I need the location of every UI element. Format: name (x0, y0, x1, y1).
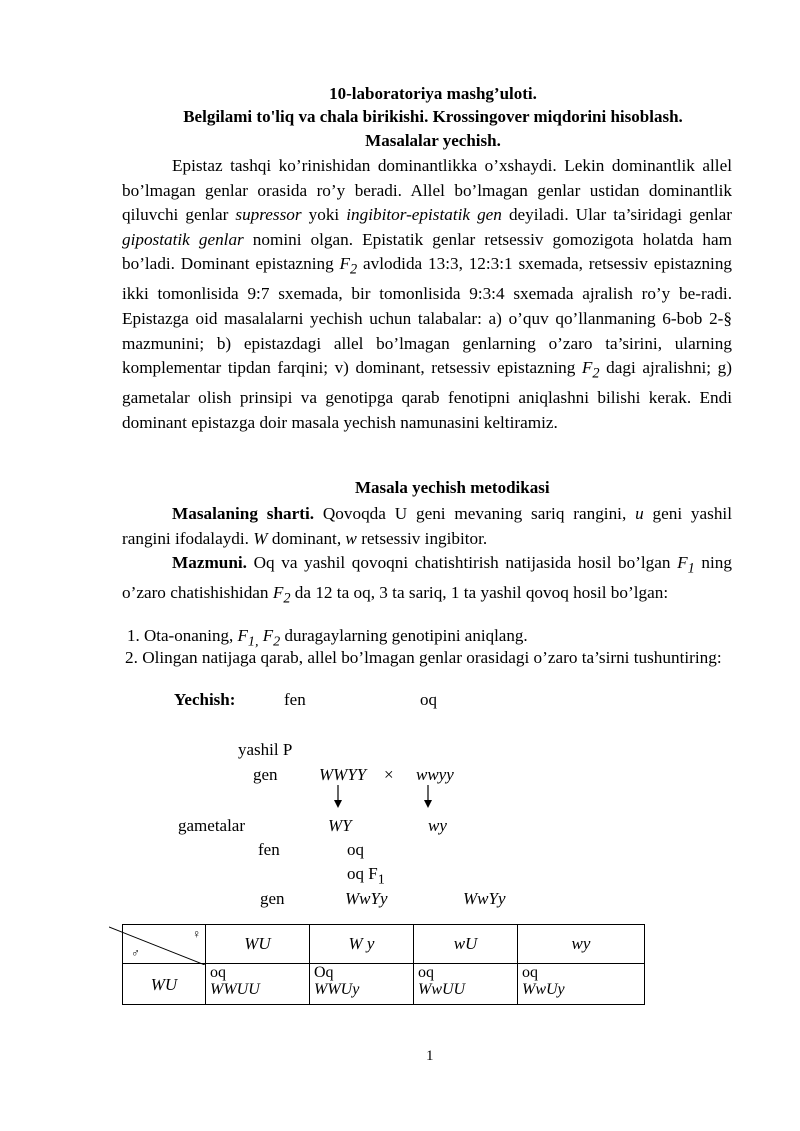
yashil-p-label: yashil P (238, 740, 293, 759)
lab-subtitle-2: Masalalar yechish. (365, 131, 501, 150)
question-2: 2. Olingan natijaga qarab, allel bo’lmagan genlar orasidagi o’zaro ta’sirni tushuntiring: (125, 648, 722, 667)
gamete-2: wy (428, 816, 447, 835)
question-1: 1. Ota-onaning, $F_{1,}$ $F_2$ duragaylarning genotipini aniqlang. (127, 626, 528, 650)
gamete-1: WY (328, 816, 352, 835)
table-cell: oq WwUU (414, 964, 518, 1005)
parent-genotype-1: WWYY (319, 765, 367, 784)
female-symbol: ♀ (192, 927, 201, 941)
fen-label-2: fen (258, 840, 280, 859)
parent-genotype-2: wwyy (416, 765, 454, 784)
fen-label: fen (284, 690, 306, 709)
f1-genotype-1: WwYy (345, 889, 388, 908)
method-heading: Masala yechish metodikasi (355, 478, 550, 497)
table-row-header: WU (123, 964, 206, 1005)
solution-label: Yechish: (174, 690, 236, 709)
intro-paragraph: Epistaz tashqi ko’rinishidan dominantlikka o’xshaydi. Lekin dominantlik allel bo’lmagan genlar orasida ro’y beradi. Allel bo’lmagan genlar ustidan dominantlik qiluvchi genlar supressor yoki ingibitor-epistatik gen deyiladi. Ular ta’siridagi genlar gipostatik genlar nomini olgan. Epistatik genlar retsessiv gomozigota holatda ham bo’ladi. Dominant epistazning $F_2$ avlodida 13:3, 12:3:1 sxemada, retsessiv epistazning ikki tomonlisida 9:7 sxemada, bir tomonlisida 9:3:4 sxemada ajralish ro’y be-radi. Epistazga oid masalalarni yechish uchun talabalar: a) o’quv qo’llanmaning 6-bob 2-§ mazmunini; b) epistazdagi allel bo’lmagan genlarning o’zaro ta’sirini, ularning komplementar tipdan farqini; v) dominant, retsessiv epistazning $F_2$ dagi ajralishni; g) gametalar olish prinsipi va genotipga qarab fenotipni aniqlashni bilishi kerak. Endi dominant epistazga doir masala yechish namunasini keltiramiz. (122, 156, 733, 432)
punnett-table (122, 924, 645, 1005)
table-cell: oq WwUy (518, 964, 645, 1005)
oq-label: oq (420, 690, 437, 709)
table-column-header: W y (310, 925, 414, 964)
table-cell: oq WWUU (206, 964, 310, 1005)
male-symbol: ♂ (131, 946, 140, 960)
f1-genotype-2: WwYy (463, 889, 506, 908)
condition-paragraph: Masalaning sharti. Qovoqda U geni mevaning sariq rangini, u geni yashil rangini ifodalaydi. W dominant, w retsessiv ingibitor. (122, 504, 732, 548)
corner-cell (123, 925, 206, 964)
table-column-header: wU (414, 925, 518, 964)
diagonal-line (109, 925, 205, 965)
oq-label-2: oq (347, 840, 364, 859)
table-column-header: WU (206, 925, 310, 964)
cross-symbol: × (384, 765, 394, 784)
table-header-row (123, 925, 645, 964)
table-row (123, 964, 645, 1005)
gametes-label: gametalar (178, 816, 246, 835)
page-number: 1 (426, 1048, 434, 1064)
gen-label: gen (253, 765, 278, 784)
table-cell: Oq WWUy (310, 964, 414, 1005)
content-paragraph: Mazmuni. Oq va yashil qovoqni chatishtirish natijasida hosil bo’lgan $F_1$ ning o’zaro chatishishidan $F_2$ da 12 ta oq, 3 ta sariq, 1 ta yashil qovoq hosil bo’lgan: (122, 553, 732, 607)
gen-label-2: gen (260, 889, 285, 908)
lab-subtitle: Belgilami to'liq va chala birikishi. Krossingover miqdorini hisoblash. (183, 107, 683, 126)
oq-f1-label: oq $F_1$ (347, 864, 385, 888)
table-column-header: wy (518, 925, 645, 964)
lab-title: 10-laboratoriya mashg’uloti. (329, 84, 537, 103)
